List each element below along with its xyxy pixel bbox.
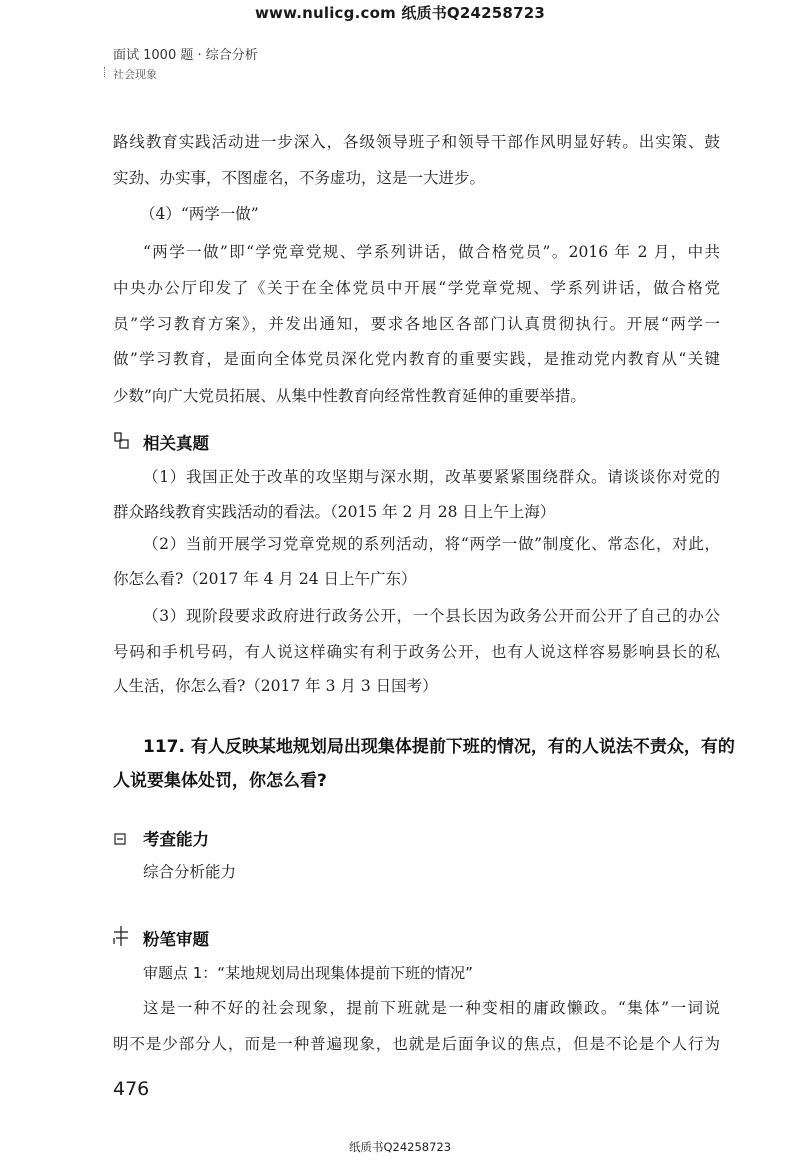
text-line: 这是一种不好的社会现象，提前下班就是一种变相的庸政懒政。“集体”一词说: [143, 999, 720, 1017]
review-icon: [112, 925, 130, 951]
text-line: 中央办公厅印发了《关于在全体党员中开展“学党章党规、学系列讲话，做合格党: [113, 279, 720, 297]
list-item-line: 号码和手机号码，有人说这样确实有利于政务公开，也有人说这样容易影响县长的私: [113, 643, 720, 661]
list-item-line: 你怎么看?（2017 年 4 月 24 日上午广东）: [113, 570, 417, 588]
list-item-line: （3）现阶段要求政府进行政务公开，一个县长因为政务公开而公开了自己的办公: [143, 607, 720, 625]
related-questions-heading: 相关真题: [143, 434, 209, 453]
top-watermark: www.nulicg.com 纸质书Q24258723: [255, 4, 545, 22]
list-item-line: （1）我国正处于改革的攻坚期与深水期，改革要紧紧围绕群众。请谈谈你对党的: [143, 468, 720, 486]
related-questions-icon: [114, 432, 130, 454]
text-line: 实劲、办实事，不图虚名，不务虚功，这是一大进步。: [113, 169, 486, 187]
text-line: “两学一做”即“学党章党规、学系列讲话，做合格党员”。2016 年 2 月，中共: [143, 243, 720, 261]
text-line: 明不是少部分人，而是一种普遍现象，也就是后面争议的焦点，但是不论是个人行为: [113, 1035, 720, 1053]
text-line: 做”学习教育，是面向全体党员深化党内教育的重要实践，是推动党内教育从“关键: [113, 350, 720, 368]
list-item-line: （2）当前开展学习党章党规的系列活动，将“两学一做”制度化、常态化，对此，: [143, 535, 720, 553]
text-line: 路线教育实践活动进一步深入，各级领导班子和领导干部作风明显好转。出实策、鼓: [113, 133, 720, 151]
text-line: 少数”向广大党员拓展、从集中性教育向经常性教育延伸的重要举措。: [113, 387, 586, 405]
review-heading: 粉笔审题: [143, 930, 209, 949]
question-line: 117. 有人反映某地规划局出现集体提前下班的情况，有的人说法不责众，有的: [143, 737, 735, 757]
ability-icon: [114, 830, 126, 849]
margin-mark: [104, 67, 108, 77]
review-point: 审题点 1：“某地规划局出现集体提前下班的情况”: [143, 964, 473, 982]
ability-text: 综合分析能力: [143, 863, 237, 881]
text-line: 员”学习教育方案》，并发出通知，要求各地区各部门认真贯彻执行。开展“两学一: [113, 315, 720, 333]
ability-heading: 考查能力: [143, 830, 209, 849]
list-item-line: 人生活，你怎么看?（2017 年 3 月 3 日国考）: [113, 677, 438, 695]
running-head-section-label: 社会现象: [113, 68, 157, 81]
running-head-section: [113, 66, 157, 82]
page-number: 476: [113, 1078, 150, 1100]
bottom-watermark: 纸质书Q24258723: [348, 1140, 452, 1154]
list-item-line: 群众路线教育实践活动的看法。（2015 年 2 月 28 日上午上海）: [113, 503, 556, 521]
question-line: 人说要集体处罚，你怎么看?: [113, 771, 327, 791]
running-head-title: 面试 1000 题 · 综合分析: [113, 48, 258, 63]
subsection-title: （4）“两学一做”: [140, 205, 259, 223]
